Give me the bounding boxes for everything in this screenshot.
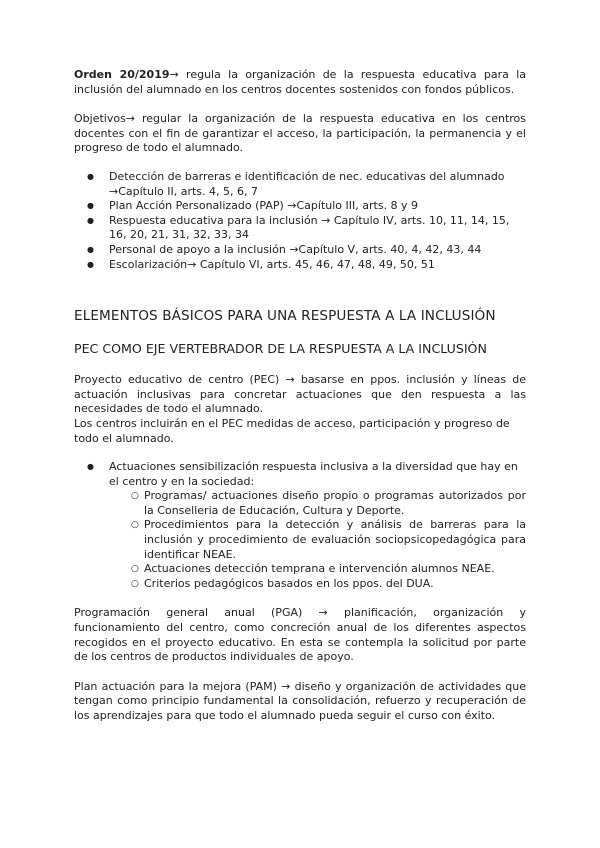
sub-list (109, 489, 526, 591)
list-item: ● Personal de apoyo a la inclusión →Capítulo V, arts. 40, 4, 42, 43, 44 (74, 243, 526, 258)
pec-actions-list (74, 460, 526, 591)
order-title: Orden 20/2019 (74, 68, 170, 81)
sub-list-item: ○ Procedimientos para la detección y análisis de barreras para la inclusión y procedimiento de evaluación sociopsicopedagógica para identificar NEAE. (109, 518, 526, 562)
pam-paragraph: Plan actuación para la mejora (PAM) → diseño y organización de actividades que tengan como principio fundamental la consolidación, refuerzo y recuperación de los aprendizajes para que todo el alumnado pueda seguir el curso con éxito. (74, 679, 526, 722)
sub-list-item: ○ Programas/ actuaciones diseño propio o programas autorizados por la Conselleria de Educación, Cultura y Deporte. (109, 489, 526, 518)
sub-list-item: ○ Actuaciones detección temprana e intervención alumnos NEAE. (109, 562, 526, 577)
pga-paragraph: Programación general anual (PGA) → planificación, organización y funcionamiento del centro, como concreción anual de los diferentes aspectos recogidos en el proyecto educativo. En esta se contempla la solicitud por parte de los centros de productos individuales de apoyo. (74, 606, 526, 664)
list-item: ● Detección de barreras e identificación de nec. educativas del alumnado →Capítulo II, arts. 4, 5, 6, 7 (74, 170, 526, 199)
list-item (74, 460, 526, 591)
list-item: ● Plan Acción Personalizado (PAP) →Capítulo III, arts. 8 y 9 (74, 199, 526, 214)
list-item: ● Escolarización→ Capítulo VI, arts. 45, 46, 47, 48, 49, 50, 51 (74, 258, 526, 273)
list-item-text: Actuaciones sensibilización respuesta inclusiva a la diversidad que hay en el centro y en la sociedad: (109, 460, 518, 488)
order-description: → regula la organización de la respuesta educativa para la inclusión del alumnado en los centros docentes sostenidos con fondos públicos. (74, 68, 526, 96)
list-item: ● Respuesta educativa para la inclusión → Capítulo IV, arts. 10, 11, 14, 15, 16, 20, 21, 31, 32, 33, 34 (74, 214, 526, 243)
pec-paragraph: Proyecto educativo de centro (PEC) → basarse en ppos. inclusión y líneas de actuación inclusivas para concretar actuaciones que den respuesta a las necesidades de todo el alumnado. (74, 373, 526, 416)
subsection-heading: PEC COMO EJE VERTEBRADOR DE LA RESPUESTA A LA INCLUSIÓN (74, 341, 487, 357)
pec-measures-paragraph: Los centros incluirán en el PEC medidas de acceso, participación y progreso de todo el alumnado. (74, 416, 510, 445)
sub-list-item: ○ Criterios pedagógicos basados en los ppos. del DUA. (109, 577, 526, 592)
objectives-paragraph: Objetivos→ regular la organización de la respuesta educativa en los centros docentes con el fin de garantizar el acceso, la participación, la permanencia y el progreso de todo el alumnado. (74, 112, 526, 155)
intro-paragraph (74, 68, 526, 97)
section-heading: ELEMENTOS BÁSICOS PARA UNA RESPUESTA A LA INCLUSIÓN (74, 308, 496, 325)
chapter-list (74, 170, 526, 272)
